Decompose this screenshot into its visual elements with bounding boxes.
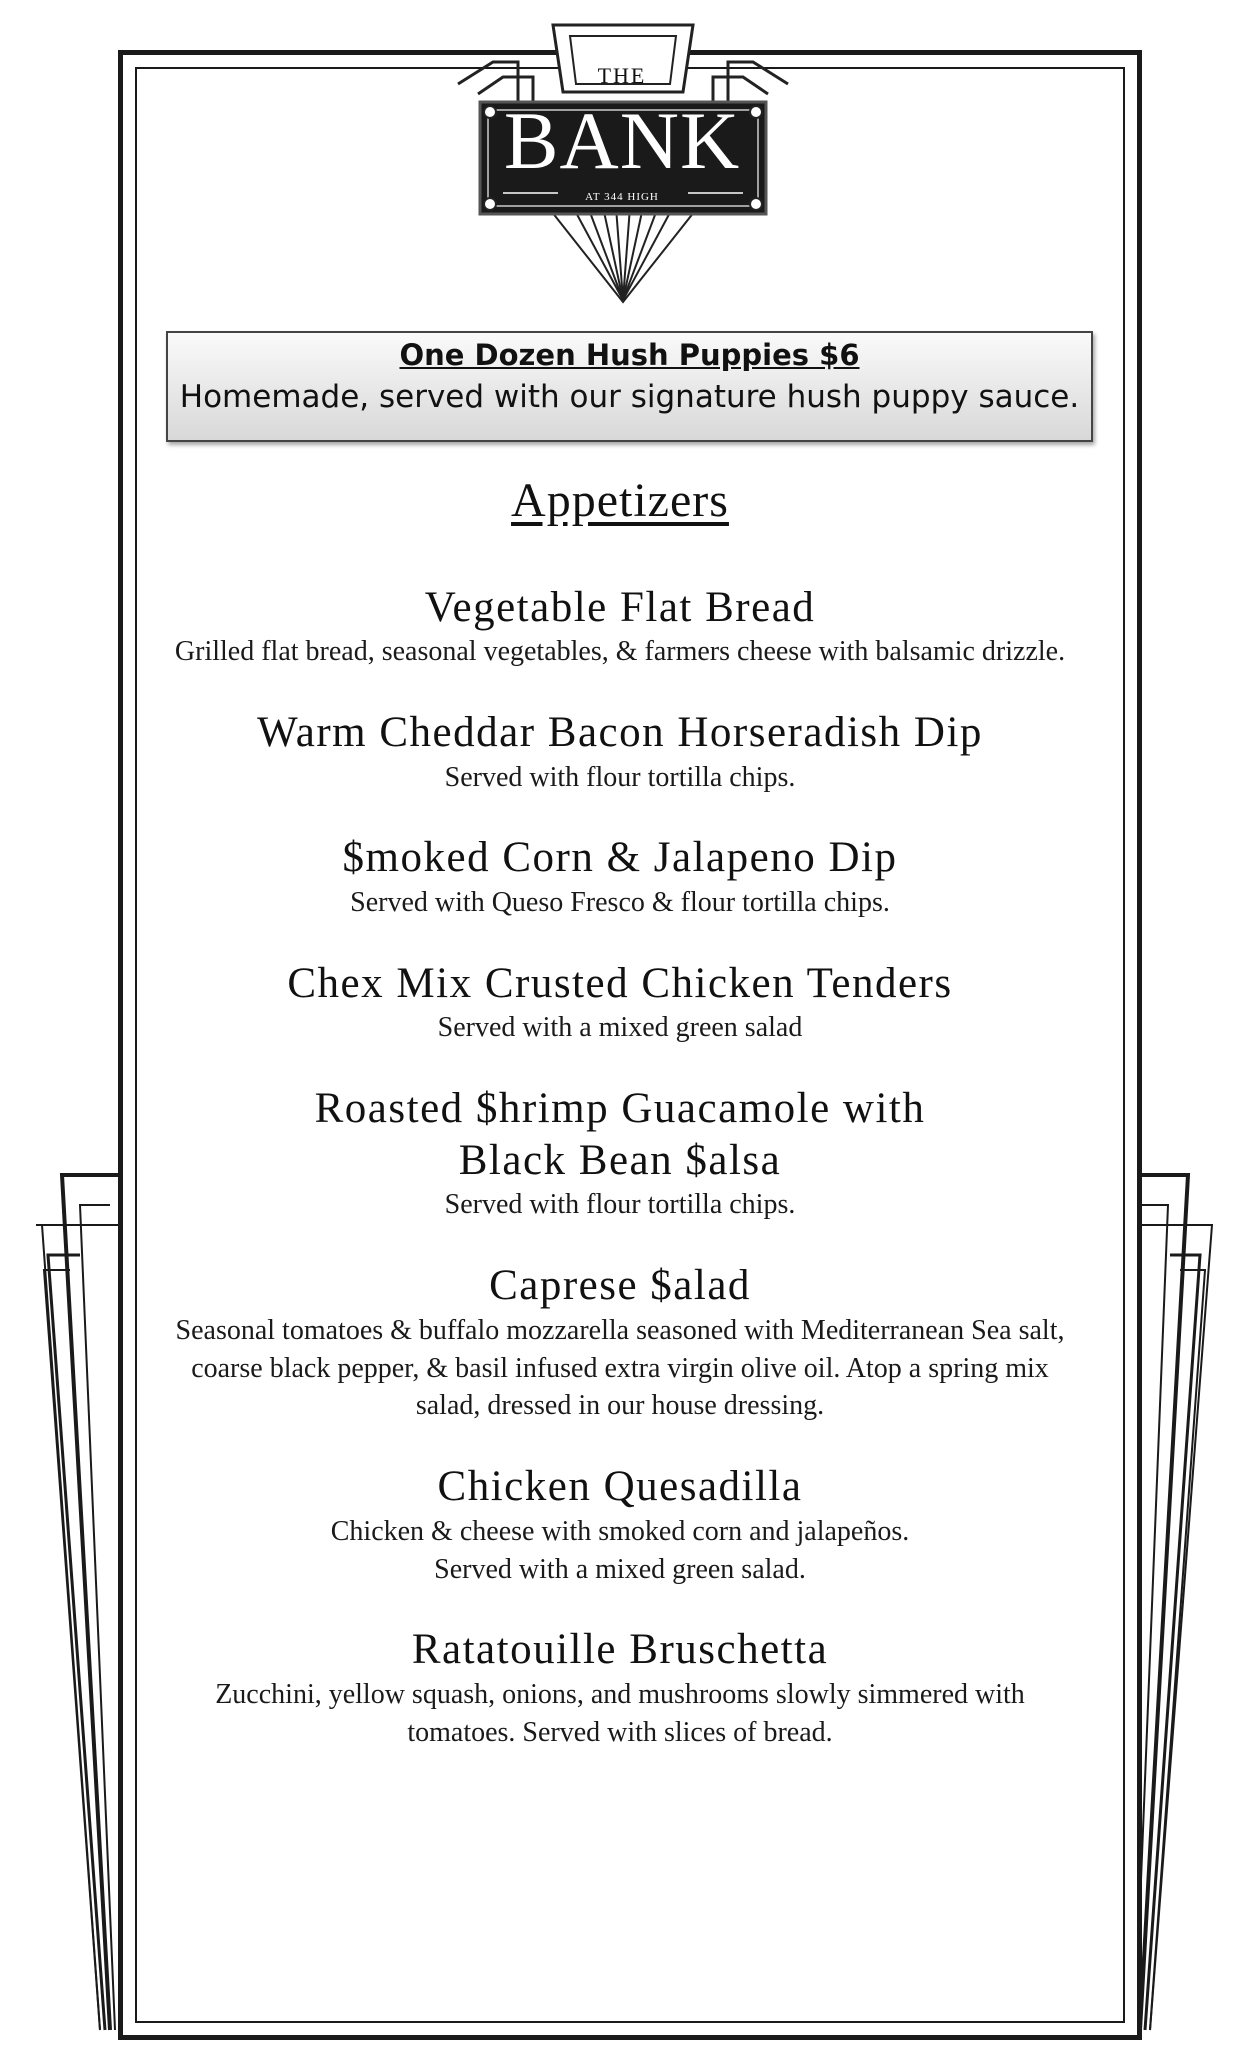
logo-subtitle: AT 344 HIGH — [585, 191, 659, 203]
section-heading: Appetizers — [511, 474, 729, 527]
logo-bank-text: BANK — [503, 95, 741, 186]
menu-item-description: Served with flour tortilla chips. — [444, 761, 796, 793]
menu-content — [140, 472, 1100, 1788]
hush-puppies-special-box — [166, 331, 1093, 442]
menu-item — [140, 582, 1100, 671]
menu-item — [140, 958, 1100, 1047]
menu-item-name: Chex Mix Crusted Chicken Tenders — [287, 959, 953, 1007]
logo-the-text: THE — [597, 63, 647, 88]
menu-item — [140, 832, 1100, 921]
menu-item-description: Served with Queso Fresco & flour tortilla chips. — [350, 886, 890, 918]
menu-item-description: Served with flour tortilla chips. — [444, 1189, 796, 1221]
menu-item — [140, 1083, 1100, 1224]
menu-item-name: Ratatouille Bruschetta — [411, 1626, 829, 1674]
menu-item — [140, 1260, 1100, 1425]
menu-item-name: Vegetable Flat Bread — [424, 583, 816, 631]
special-description: Homemade, served with our signature hush puppy sauce. — [179, 378, 1080, 415]
menu-item-name: Caprese $alad — [489, 1262, 751, 1310]
menu-item-description: Chicken & cheese with smoked corn and jalapeños. Served with a mixed green salad. — [330, 1515, 910, 1585]
menu-item-name: Chicken Quesadilla — [437, 1463, 803, 1511]
menu-item-name: $moked Corn & Jalapeno Dip — [342, 834, 898, 882]
menu-item-name: Roasted $hrimp Guacamole with Black Bean $alsa — [314, 1085, 926, 1184]
menu-item-description: Seasonal tomatoes & buffalo mozzarella seasoned with Mediterranean Sea salt, coarse black pepper, & basil infused extra virgin olive oil. Atop a spring mix salad, dressed in our house dressing. — [175, 1314, 1065, 1422]
menu-item-description: Served with a mixed green salad — [437, 1012, 803, 1044]
menu-item — [140, 707, 1100, 796]
menu-item — [140, 1461, 1100, 1588]
menu-item-name: Warm Cheddar Bacon Horseradish Dip — [257, 708, 983, 756]
menu-item-description: Zucchini, yellow squash, onions, and mushrooms slowly simmered with tomatoes. Served with slices of bread. — [215, 1678, 1025, 1748]
menu-item-description: Grilled flat bread, seasonal vegetables, & farmers cheese with balsamic drizzle. — [174, 636, 1066, 668]
menu-item — [140, 1624, 1100, 1751]
special-title: One Dozen Hush Puppies $6 — [399, 338, 860, 372]
